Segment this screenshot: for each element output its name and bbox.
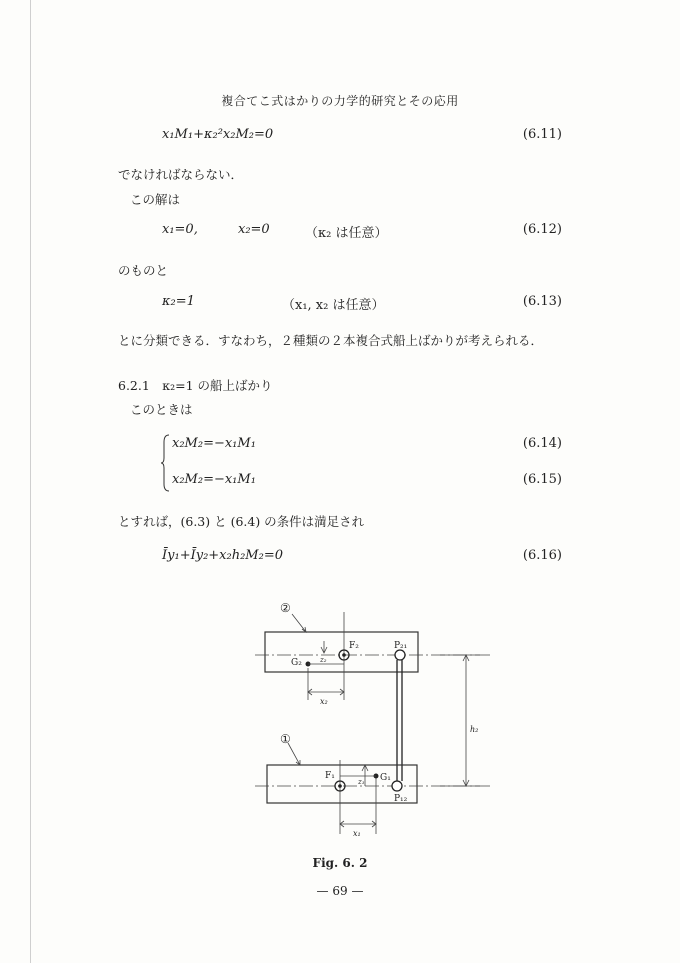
label-z1: z₁ bbox=[358, 778, 365, 786]
label-f2: F₂ bbox=[349, 641, 359, 651]
lever-1-leader bbox=[288, 743, 300, 765]
equation-number: (6.13) bbox=[522, 294, 562, 309]
label-g2: G₂ bbox=[291, 658, 302, 668]
equation-number: (6.11) bbox=[522, 127, 562, 142]
equation-number: (6.16) bbox=[522, 548, 562, 563]
label-p21: P₂₁ bbox=[394, 641, 408, 651]
page-number: — 69 — bbox=[316, 884, 364, 898]
body-text-3: のものと bbox=[118, 263, 169, 278]
label-z2: z₂ bbox=[320, 656, 327, 664]
body-text-5: このときは bbox=[130, 402, 193, 417]
equation-note: （x₁, x₂ は任意） bbox=[282, 298, 385, 313]
lever-2-body bbox=[265, 632, 418, 672]
fulcrum-f1-inner bbox=[338, 784, 342, 788]
equation-expression: x₂M₂=−x₁M₁ bbox=[172, 472, 256, 487]
lever-2-leader bbox=[292, 614, 306, 632]
body-text-4: とに分類できる．すなわち，２種類の２本複合式船上ばかりが考えられる． bbox=[118, 333, 544, 348]
label-lever-2: ② bbox=[280, 601, 291, 615]
pivot-p21 bbox=[395, 650, 405, 660]
body-text-2: この解は bbox=[130, 192, 181, 207]
equation-expression: x₁=0, bbox=[162, 222, 198, 237]
equation-expression: κ₂=1 bbox=[162, 294, 195, 309]
label-h2: h₂ bbox=[470, 725, 479, 734]
label-x1: x₁ bbox=[353, 829, 361, 838]
equation-number: (6.15) bbox=[522, 472, 562, 487]
equation-expression: Īy₁+Īy₂+x₂h₂M₂=0 bbox=[162, 548, 283, 563]
section-heading: 6.2.1 κ₂=1 の船上ばかり bbox=[118, 378, 273, 393]
figure-caption: Fig. 6. 2 bbox=[312, 856, 368, 870]
equation-expression: x₂M₂=−x₁M₁ bbox=[172, 436, 256, 451]
label-f1: F₁ bbox=[325, 771, 335, 781]
equation-note: （κ₂ は任意） bbox=[305, 226, 388, 241]
pivot-p12 bbox=[392, 781, 402, 791]
label-lever-1: ① bbox=[280, 732, 291, 746]
body-text-6: とすれば，(6.3) と (6.4) の条件は満足され bbox=[118, 514, 365, 529]
running-header: 複合てこ式はかりの力学的研究とその応用 bbox=[221, 94, 459, 108]
equation-number: (6.12) bbox=[522, 222, 562, 237]
equation-expression: x₁M₁+κ₂²x₂M₂=0 bbox=[162, 127, 274, 142]
label-g1: G₁ bbox=[380, 773, 391, 783]
equation-number: (6.14) bbox=[522, 436, 562, 451]
label-x2: x₂ bbox=[320, 697, 328, 706]
body-text-1: でなければならない． bbox=[118, 167, 244, 182]
label-p12: P₁₂ bbox=[394, 794, 408, 804]
equation-expression-second: x₂=0 bbox=[238, 222, 270, 237]
fulcrum-f2-inner bbox=[342, 653, 346, 657]
